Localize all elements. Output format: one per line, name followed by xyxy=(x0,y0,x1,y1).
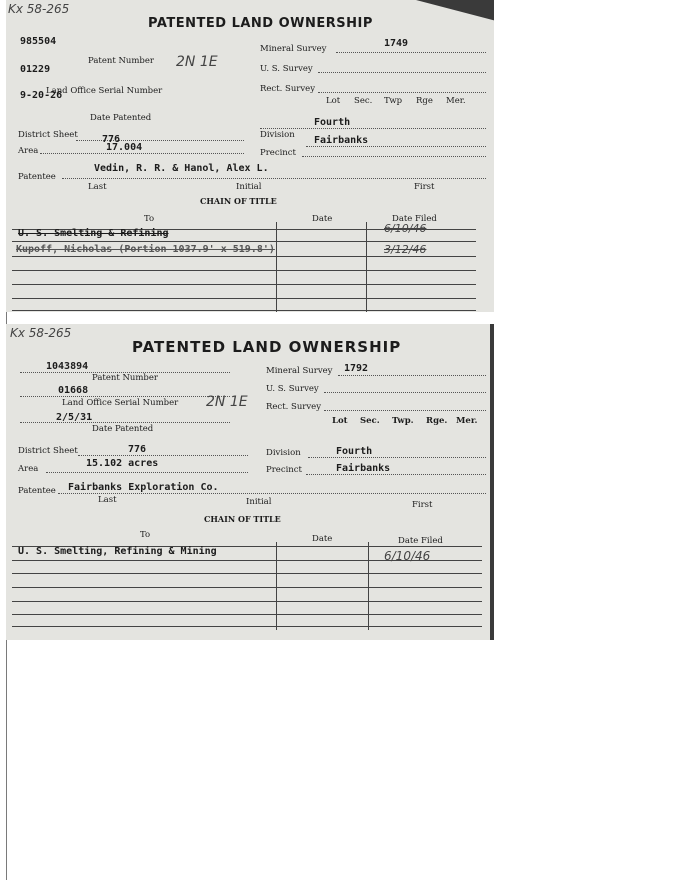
chain-col-divider xyxy=(366,222,367,312)
ownership-card-1 xyxy=(6,0,494,312)
district-sheet-value: 776 xyxy=(128,444,147,455)
patent-number-label: Patent Number xyxy=(92,373,158,383)
chain-col-divider xyxy=(276,222,277,312)
name-col-initial: Initial xyxy=(246,497,272,507)
chain-rule xyxy=(12,573,482,574)
us-survey-label: U. S. Survey xyxy=(266,384,319,394)
division-line xyxy=(306,146,486,147)
name-col-first: First xyxy=(414,182,435,192)
district-sheet-value: 776 xyxy=(102,134,121,145)
rect-survey-line xyxy=(318,92,486,93)
district-sheet-line xyxy=(78,455,248,456)
district-sheet-label: District Sheet xyxy=(18,130,78,140)
handwritten-township-note: 2N 1E xyxy=(206,394,248,410)
rect-col-twp: Twp. xyxy=(392,416,414,426)
mineral-survey-value: 1792 xyxy=(344,363,369,374)
name-col-last: Last xyxy=(98,495,117,505)
folded-corner xyxy=(416,0,494,22)
serial-number-value: 01229 xyxy=(20,64,51,75)
patentee-label: Patentee xyxy=(18,172,56,182)
serial-number-label: Land Office Serial Number xyxy=(46,86,163,96)
chain-rule xyxy=(12,256,476,257)
rect-col-twp: Twp xyxy=(384,96,403,106)
chain-row-to: Kupoff, Nicholas (Portion 1037.9' x 519.8') xyxy=(16,244,275,255)
file-reference: Kx 58-265 xyxy=(10,326,72,340)
rect-col-lot: Lot xyxy=(326,96,341,106)
area-line xyxy=(46,472,248,473)
area-value: 17.004 xyxy=(106,142,143,153)
rect-col-rge: Rge. xyxy=(426,416,448,426)
chain-rule xyxy=(12,587,482,588)
chain-col-date-filed: Date Filed xyxy=(392,214,437,224)
division-label: Division xyxy=(266,448,301,458)
division-value: Fairbanks xyxy=(314,135,369,146)
area-value: 15.102 acres xyxy=(86,458,159,469)
chain-rule xyxy=(12,310,476,311)
patent-number-value: 985504 xyxy=(20,36,57,47)
precinct-line xyxy=(302,156,486,157)
area-label: Area xyxy=(18,146,39,156)
name-col-first: First xyxy=(412,500,433,510)
mineral-survey-label: Mineral Survey xyxy=(266,366,333,376)
patent-number-label: Patent Number xyxy=(88,56,154,66)
chain-rule xyxy=(12,298,476,299)
division-value: Fourth xyxy=(336,446,373,457)
chain-row-to: U. S. Smelting, Refining & Mining xyxy=(18,546,217,557)
us-survey-line xyxy=(324,392,486,393)
rect-col-mer: Mer. xyxy=(456,416,478,426)
patentee-line xyxy=(62,178,486,179)
card-title: PATENTED LAND OWNERSHIP xyxy=(148,16,373,31)
date-patented-line xyxy=(20,422,230,423)
mineral-survey-label: Mineral Survey xyxy=(260,44,327,54)
rect-col-sec: Sec. xyxy=(360,416,380,426)
chain-col-to: To xyxy=(144,214,155,224)
date-patented-value: 2/5/31 xyxy=(56,412,93,423)
rect-col-sec: Sec. xyxy=(354,96,373,106)
division-label: Division xyxy=(260,130,295,140)
rect-survey-label: Rect. Survey xyxy=(260,84,316,94)
chain-col-date: Date xyxy=(312,534,333,544)
rect-col-lot: Lot xyxy=(332,416,348,426)
area-line xyxy=(40,153,244,154)
precinct-label: Precinct xyxy=(266,465,302,475)
rect-col-mer: Mer. xyxy=(446,96,466,106)
precinct-line xyxy=(306,474,486,475)
mineral-survey-line xyxy=(338,375,486,376)
rect-survey-line xyxy=(324,410,486,411)
chain-row-filed: 6/10/46 xyxy=(384,549,431,563)
handwritten-township-note: 2N 1E xyxy=(176,54,218,70)
chain-row-filed: 6/10/46 xyxy=(384,222,427,235)
date-patented-label: Date Patented xyxy=(92,424,154,434)
chain-of-title-heading: CHAIN OF TITLE xyxy=(200,196,277,206)
mineral-survey-line xyxy=(336,52,486,53)
district-sheet-line xyxy=(76,140,244,141)
date-patented-value: 9-20-26 xyxy=(20,90,63,101)
area-label: Area xyxy=(18,464,39,474)
chain-of-title-heading: CHAIN OF TITLE xyxy=(204,514,281,524)
file-reference: Kx 58-265 xyxy=(8,2,70,16)
division-line xyxy=(308,457,486,458)
meridian-value: Fourth xyxy=(314,117,351,128)
precinct-value: Fairbanks xyxy=(336,463,391,474)
rect-col-rge: Rge xyxy=(416,96,433,106)
patentee-line xyxy=(58,493,486,494)
us-survey-line xyxy=(318,72,486,73)
card-edge-shadow xyxy=(490,324,494,640)
mineral-survey-value: 1749 xyxy=(384,38,409,49)
precinct-label: Precinct xyxy=(260,148,296,158)
serial-number-label: Land Office Serial Number xyxy=(62,398,179,408)
chain-col-divider xyxy=(368,542,369,630)
chain-rule xyxy=(12,614,482,615)
date-patented-label: Date Patented xyxy=(90,113,152,123)
chain-col-date-filed: Date Filed xyxy=(398,536,443,546)
name-col-last: Last xyxy=(88,182,107,192)
chain-col-date: Date xyxy=(312,214,333,224)
rect-survey-label: Rect. Survey xyxy=(266,402,322,412)
chain-row-filed: 3/12/46 xyxy=(384,243,427,256)
card-title: PATENTED LAND OWNERSHIP xyxy=(132,338,402,356)
chain-rule xyxy=(12,270,476,271)
rect-value-line xyxy=(260,128,486,129)
us-survey-label: U. S. Survey xyxy=(260,64,313,74)
patentee-value: Fairbanks Exploration Co. xyxy=(68,482,219,493)
district-sheet-label: District Sheet xyxy=(18,446,78,456)
patentee-value: Vedin, R. R. & Hanol, Alex L. xyxy=(94,163,269,174)
chain-rule xyxy=(12,626,482,627)
name-col-initial: Initial xyxy=(236,182,262,192)
chain-col-to: To xyxy=(140,530,151,540)
chain-col-divider xyxy=(276,542,277,630)
patentee-label: Patentee xyxy=(18,486,56,496)
chain-row-to: U. S. Smelting & Refining xyxy=(18,228,169,239)
chain-rule xyxy=(12,241,476,242)
ownership-card-2 xyxy=(6,324,494,640)
patent-number-value: 1043894 xyxy=(46,361,89,372)
chain-rule xyxy=(12,284,476,285)
chain-rule xyxy=(12,601,482,602)
serial-number-line xyxy=(20,396,230,397)
serial-number-value: 01668 xyxy=(58,385,89,396)
